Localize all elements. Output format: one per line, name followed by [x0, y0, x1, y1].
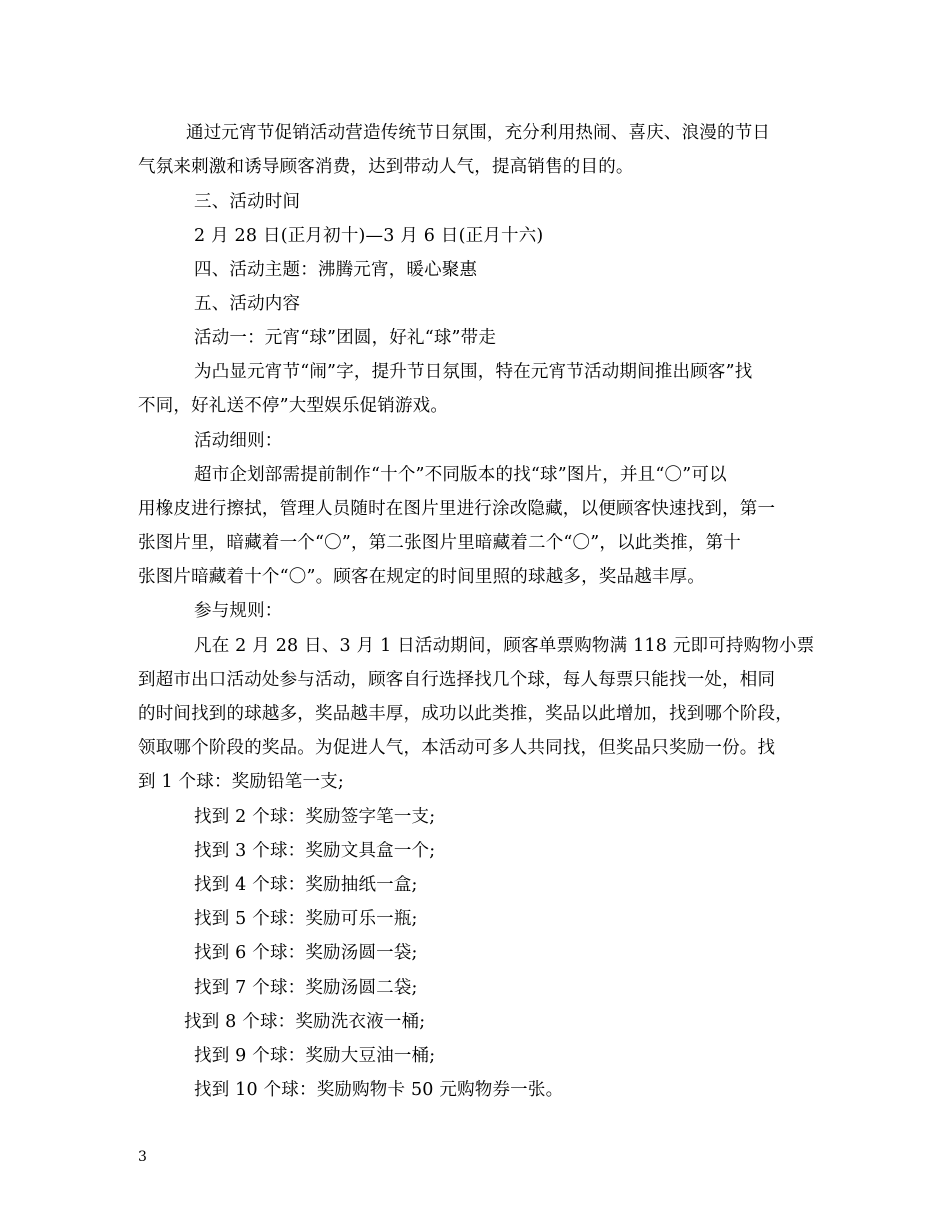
activity-title: 活动一：元宵“球”团圆，好礼“球”带走	[194, 328, 497, 348]
prize-item: 找到 6 个球：奖励汤圆一袋;	[194, 943, 418, 963]
prize-item: 找到 3 个球：奖励文具盒一个;	[194, 841, 436, 861]
paragraph-line: 不同，好礼送不停”大型娱乐促销游戏。	[138, 396, 449, 416]
paragraph-line: 张图片暗藏着十个“〇”。顾客在规定的时间里照的球越多，奖品越丰厚。	[138, 567, 705, 587]
paragraph-line: 领取哪个阶段的奖品。为促进人气，本活动可多人共同找，但奖品只奖励一份。找	[138, 738, 776, 758]
paragraph-line: 到超市出口活动处参与活动，顾客自行选择找几个球，每人每票只能找一处，相同	[138, 670, 776, 690]
section-heading: 三、活动时间	[194, 192, 301, 212]
paragraph-line: 2 月 28 日(正月初十)—3 月 6 日(正月十六)	[194, 226, 544, 246]
paragraph-line: 超市企划部需提前制作“十个”不同版本的找“球”图片，并且“〇”可以	[194, 465, 727, 485]
paragraph-line: 通过元宵节促销活动营造传统节日氛围，充分利用热闹、喜庆、浪漫的节日	[186, 123, 771, 143]
subsection-heading: 活动细则：	[194, 431, 283, 451]
prize-item: 找到 8 个球：奖励洗衣液一桶;	[184, 1012, 426, 1032]
prize-item: 找到 2 个球：奖励签字笔一支;	[194, 807, 436, 827]
paragraph-line: 用橡皮进行擦拭，管理人员随时在图片里进行涂改隐藏，以便顾客快速找到，第一	[138, 499, 776, 519]
prize-item: 找到 4 个球：奖励抽纸一盒;	[194, 875, 418, 895]
paragraph-line: 凡在 2 月 28 日、3 月 1 日活动期间，顾客单票购物满 118 元即可持购物小票	[194, 636, 815, 656]
paragraph-line: 的时间找到的球越多，奖品越丰厚，成功以此类推，奖品以此增加，找到哪个阶段，	[138, 704, 793, 724]
subsection-heading: 参与规则：	[194, 601, 283, 621]
page-number: 3	[138, 1149, 147, 1165]
prize-item: 找到 7 个球：奖励汤圆二袋;	[194, 978, 418, 998]
prize-item: 找到 5 个球：奖励可乐一瓶;	[194, 909, 418, 929]
paragraph-line: 气氛来刺激和诱导顾客消费，达到带动人气，提高销售的目的。	[138, 157, 634, 177]
section-heading: 四、活动主题：沸腾元宵，暖心聚惠	[194, 260, 478, 280]
paragraph-line: 为凸显元宵节“闹”字，提升节日氛围，特在元宵节活动期间推出顾客”找	[194, 362, 753, 382]
paragraph-line: 张图片里，暗藏着一个“〇”，第二张图片里暗藏着二个“〇”，以此类推，第十	[138, 533, 741, 553]
prize-item: 找到 9 个球：奖励大豆油一桶;	[194, 1046, 436, 1066]
section-heading: 五、活动内容	[194, 294, 301, 314]
prize-item: 找到 10 个球：奖励购物卡 50 元购物券一张。	[194, 1080, 564, 1100]
prize-item: 到 1 个球：奖励铅笔一支;	[138, 772, 344, 792]
